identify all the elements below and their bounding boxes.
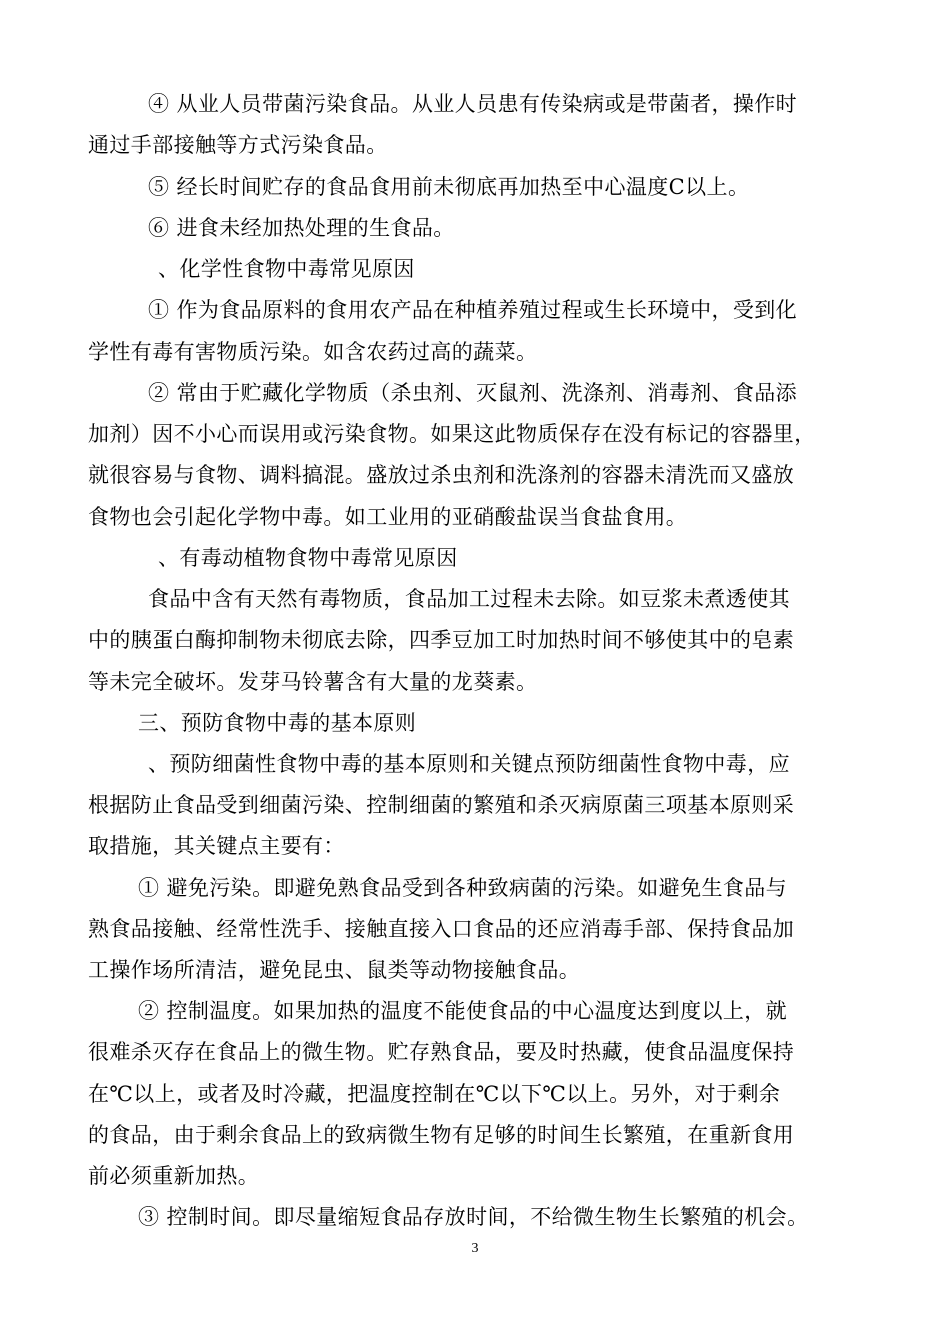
text-line: 食品中含有天然有毒物质，食品加工过程未去除。如豆浆未煮透使其 bbox=[148, 587, 790, 611]
text-line: 熟食品接触、经常性洗手、接触直接入口食品的还应消毒手部、保持食品加 bbox=[88, 917, 795, 941]
text-line: ⑥ 进食未经加热处理的生食品。 bbox=[148, 216, 455, 240]
text-line: 就很容易与食物、调料搞混。盛放过杀虫剂和洗涤剂的容器未清洗而又盛放 bbox=[88, 463, 795, 487]
section-heading: 、化学性食物中毒常见原因 bbox=[158, 257, 415, 281]
text-line: ① 避免污染。即避免熟食品受到各种致病菌的污染。如避免生食品与 bbox=[138, 876, 788, 900]
text-line: 根据防止食品受到细菌污染、控制细菌的繁殖和杀灭病原菌三项基本原则采 bbox=[88, 793, 795, 817]
text-line: 在℃以上，或者及时冷藏，把温度控制在℃以下℃以上。另外，对于剩余 bbox=[88, 1082, 781, 1106]
text-line: 等未完全破坏。发芽马铃薯含有大量的龙葵素。 bbox=[88, 670, 538, 694]
text-line: ① 作为食品原料的食用农产品在种植养殖过程或生长环境中，受到化 bbox=[148, 298, 798, 322]
section-heading: 、有毒动植物食物中毒常见原因 bbox=[158, 546, 458, 570]
text-line: ⑤ 经长时间贮存的食品食用前未彻底再加热至中心温度C以上。 bbox=[148, 175, 750, 199]
text-line: 的食品，由于剩余食品上的致病微生物有足够的时间生长繁殖，在重新食用 bbox=[88, 1123, 795, 1147]
text-line: 加剂）因不小心而误用或污染食物。如果这此物质保存在没有标记的容器里， bbox=[88, 422, 816, 446]
text-line: 中的胰蛋白酶抑制物未彻底去除，四季豆加工时加热时间不够使其中的皂素 bbox=[88, 628, 795, 652]
text-line: 通过手部接触等方式污染食品。 bbox=[88, 133, 388, 157]
section-heading: 三、预防食物中毒的基本原则 bbox=[138, 711, 417, 735]
text-line: 食物也会引起化学物中毒。如工业用的亚硝酸盐误当食盐食用。 bbox=[88, 505, 688, 529]
page-number: 3 bbox=[471, 1241, 479, 1256]
text-line: ④ 从业人员带菌污染食品。从业人员患有传染病或是带菌者，操作时 bbox=[148, 92, 798, 116]
text-line: 前必须重新加热。 bbox=[88, 1164, 260, 1188]
text-line: ③ 控制时间。即尽量缩短食品存放时间，不给微生物生长繁殖的机会。 bbox=[138, 1205, 809, 1229]
text-line: 取措施，其关键点主要有： bbox=[88, 834, 345, 858]
text-line: ② 控制温度。如果加热的温度不能使食品的中心温度达到度以上，就 bbox=[138, 999, 788, 1023]
text-line: 、预防细菌性食物中毒的基本原则和关键点预防细菌性食物中毒，应 bbox=[148, 752, 790, 776]
text-line: 学性有毒有害物质污染。如含农药过高的蔬菜。 bbox=[88, 340, 538, 364]
text-line: 很难杀灭存在食品上的微生物。贮存熟食品，要及时热藏，使食品温度保持 bbox=[88, 1040, 795, 1064]
text-line: ② 常由于贮藏化学物质（杀虫剂、灭鼠剂、洗涤剂、消毒剂、食品添 bbox=[148, 381, 798, 405]
text-line: 工操作场所清洁，避免昆虫、鼠类等动物接触食品。 bbox=[88, 958, 581, 982]
